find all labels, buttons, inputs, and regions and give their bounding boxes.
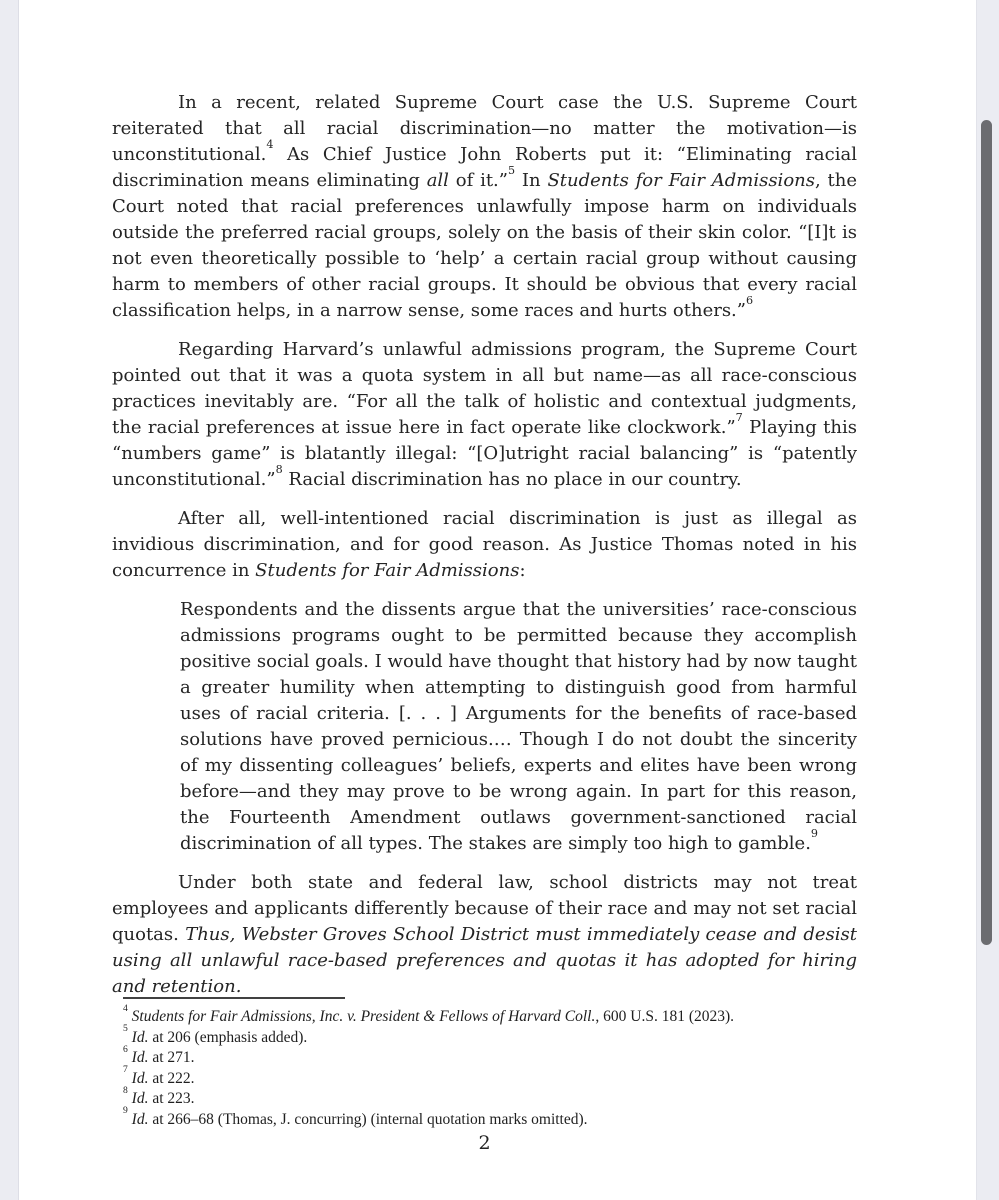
scrollbar-track[interactable] — [976, 0, 999, 1200]
footnote-block — [112, 997, 857, 1130]
block-quote: Respondents and the dissents argue that the universities’ race-conscious admissions programs ought to be permitted because they accomplish positive social goals. I would have thought that history had by now taught a greater humility when attempting to distinguish good from harmful uses of racial criteria. [. . . ] Arguments for the benefits of race-based solutions have proved pernicious.… Though I do not doubt the sincerity of my dissenting colleagues’ beliefs, experts and elites have been wrong before—and they may prove to be wrong again. In part for this reason, the Fourteenth Amendment outlaws government-sanctioned racial discrimination of all types. The stakes are simply too high to gamble.$^9$ — [180, 599, 857, 854]
page-number: 2 — [478, 1132, 491, 1154]
footnote: $^5$ Id. at 206 (emphasis added). — [123, 1023, 308, 1046]
paragraphs — [112, 90, 857, 1000]
paragraph: Regarding Harvard’s unlawful admissions program, the Supreme Court pointed out that it was a quota system in all but name—as all race-conscious practices inevitably are. “For all the talk of holistic and contextual judgments, the racial preferences at issue here in fact operate like clockwork.”$^7$ Playing this “numbers game” is blatantly illegal: “[O]utright racial balancing” is “patently unconstitutional.”$^8$ Racial discrimination has no place in our country. — [112, 339, 857, 490]
paragraph: After all, well-intentioned racial discrimination is just as illegal as invidious discrimination, and for good reason. As Justice Thomas noted in his concurrence in Students for Fair Admissions: — [112, 508, 857, 581]
footnotes — [112, 1002, 857, 1130]
footnote: $^9$ Id. at 266–68 (Thomas, J. concurring) (internal quotation marks omitted). — [123, 1105, 588, 1128]
footnote: $^8$ Id. at 223. — [123, 1084, 195, 1107]
footnote-separator — [123, 997, 345, 999]
scrollbar-thumb[interactable] — [981, 120, 992, 945]
footnote: $^6$ Id. at 271. — [123, 1043, 195, 1066]
paragraph: Under both state and federal law, school districts may not treat employees and applicants differently because of their race and may not set racial quotas. Thus, Webster Groves School District must immediately cease and desist using all unlawful race-based preferences and quotas it has adopted for hiring and retention. — [112, 872, 857, 997]
footnote: $^7$ Id. at 222. — [123, 1064, 195, 1087]
page-content — [112, 90, 857, 1000]
left-gutter — [0, 0, 19, 1200]
footnote: $^4$ Students for Fair Admissions, Inc. v. President & Fellows of Harvard Coll., 600 U.S. 181 (2023). — [123, 1002, 735, 1025]
paragraph: In a recent, related Supreme Court case the U.S. Supreme Court reiterated that all racial discrimination—no matter the motivation—is unconstitutional.$^4$ As Chief Justice John Roberts put it: “Eliminating racial discrimination means eliminating all of it.”$^5$ In Students for Fair Admissions, the Court noted that racial preferences unlawfully impose harm on individuals outside the preferred racial groups, solely on the basis of their skin color. “[I]t is not even theoretically possible to ‘help’ a certain racial group without causing harm to members of other racial groups. It should be obvious that every racial classification helps, in a narrow sense, some races and hurts others.”$^6$ — [112, 92, 857, 321]
